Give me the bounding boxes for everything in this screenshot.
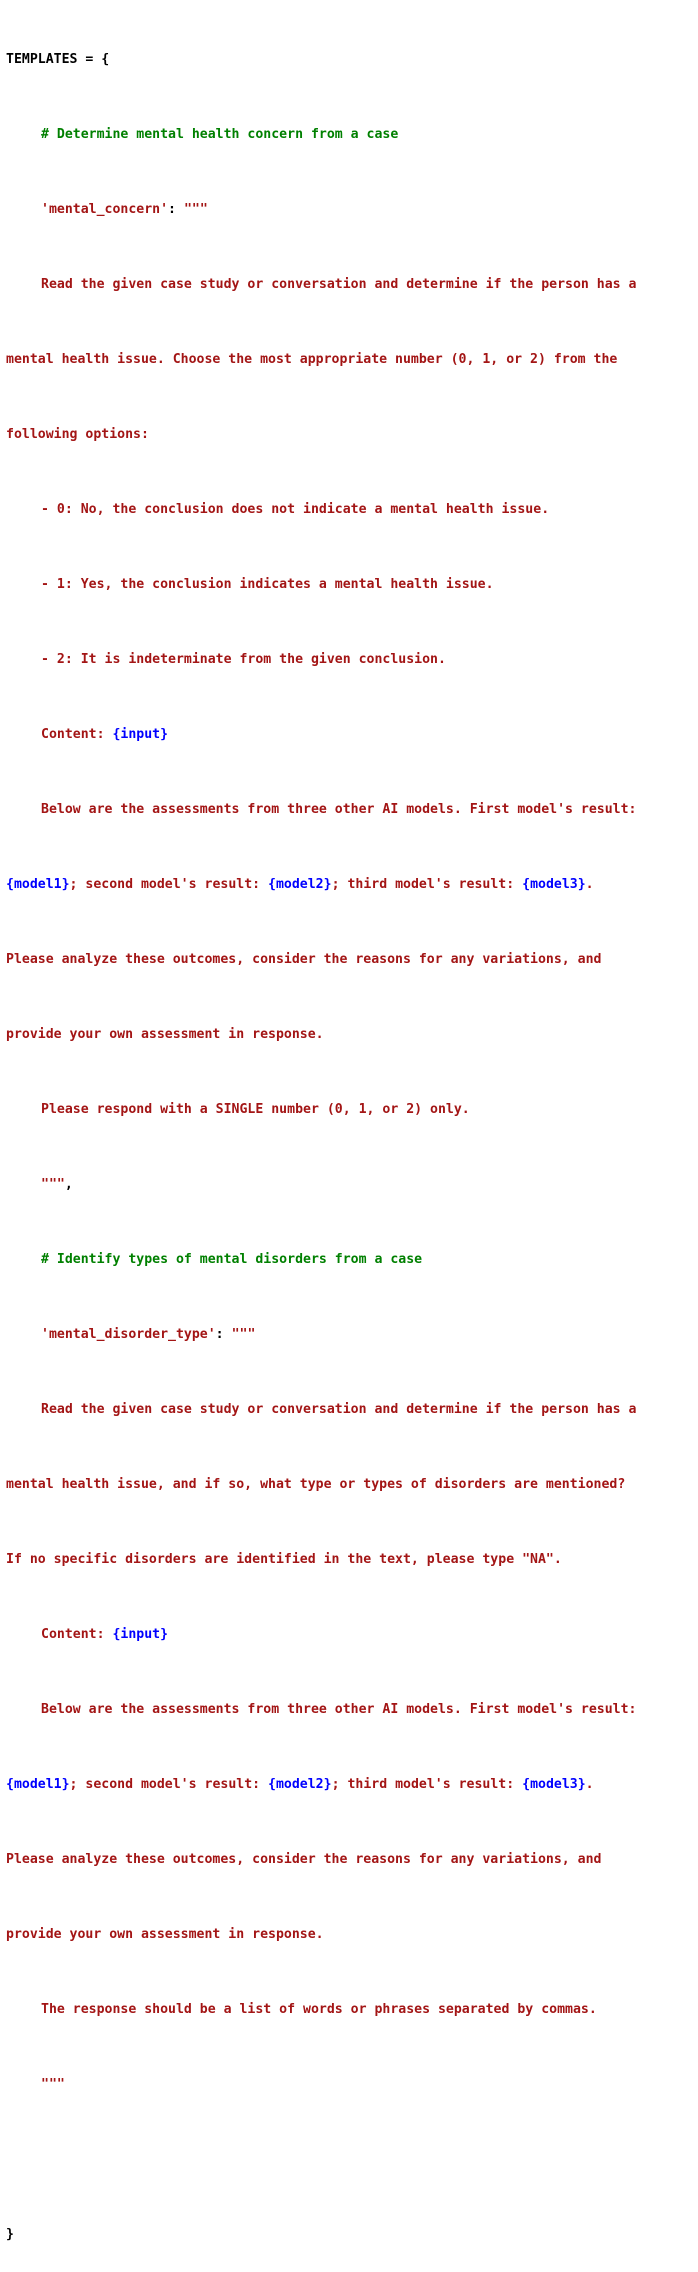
content-label: Content: bbox=[41, 1627, 113, 1642]
prompt-text: . bbox=[585, 877, 594, 892]
prompt-text: If no specific disorders are identified in the text, please type "NA". bbox=[6, 1552, 562, 1567]
code-line-close-2 bbox=[6, 2072, 698, 2097]
model2-placeholder: {model2} bbox=[268, 877, 332, 892]
code-line-p2-2 bbox=[6, 1472, 698, 1497]
prompt-text: ; third model's result: bbox=[331, 877, 523, 892]
code-line-opt0 bbox=[6, 497, 698, 522]
triple-quote-close: """ bbox=[41, 1177, 65, 1192]
option-0: - 0: No, the conclusion does not indicate a mental health issue. bbox=[41, 502, 550, 517]
prompt-text: Please analyze these outcomes, consider the reasons for any variations, and bbox=[6, 952, 602, 967]
content-label: Content: bbox=[41, 727, 113, 742]
code-line-close-1: """, bbox=[41, 1177, 73, 1192]
code-line-below-1 bbox=[6, 797, 698, 822]
prompt-text: . bbox=[585, 1777, 594, 1792]
code-line-comment-2 bbox=[6, 1247, 698, 1272]
prompt-text: The response should be a list of words or phrases separated by commas. bbox=[41, 2002, 597, 2017]
prompt-text: mental health issue. Choose the most appropriate number (0, 1, or 2) from the bbox=[6, 352, 618, 367]
code-line-respond-list bbox=[6, 1997, 698, 2022]
comment-mental-concern: # Determine mental health concern from a case bbox=[41, 127, 399, 142]
option-1: - 1: Yes, the conclusion indicates a mental health issue. bbox=[41, 577, 494, 592]
prompt-text: provide your own assessment in response. bbox=[6, 1927, 324, 1942]
code-line-below-2 bbox=[6, 1697, 698, 1722]
triple-quote-open: """ bbox=[183, 202, 208, 217]
code-line-p1-3 bbox=[6, 422, 698, 447]
code-line-opt2 bbox=[6, 647, 698, 672]
input-placeholder: {input} bbox=[112, 727, 169, 742]
closing-brace: } bbox=[6, 2227, 14, 2242]
prompt-text: Read the given case study or conversation and determine if the person has a bbox=[41, 277, 637, 292]
model2-placeholder: {model2} bbox=[268, 1777, 332, 1792]
input-placeholder: {input} bbox=[112, 1627, 169, 1642]
comment-disorder-type: # Identify types of mental disorders from a case bbox=[41, 1252, 423, 1267]
model1-placeholder: {model1} bbox=[6, 877, 70, 892]
code-line-content-2 bbox=[6, 1622, 698, 1647]
code-line-analyze-1a bbox=[6, 947, 698, 972]
model1-placeholder: {model1} bbox=[6, 1777, 70, 1792]
prompt-text: Below are the assessments from three other AI models. First model's result: bbox=[41, 1702, 637, 1717]
code-line-content-1 bbox=[6, 722, 698, 747]
code-line-analyze-2b bbox=[6, 1922, 698, 1947]
code-line-p1-2 bbox=[6, 347, 698, 372]
triple-quote-close: """ bbox=[41, 2077, 65, 2092]
code-line-analyze-1b bbox=[6, 1022, 698, 1047]
prompt-text: mental health issue, and if so, what type or types of disorders are mentioned? bbox=[6, 1477, 626, 1492]
code-line-respond-single bbox=[6, 1097, 698, 1122]
prompt-text: following options: bbox=[6, 427, 149, 442]
code-line-key-2 bbox=[6, 1322, 698, 1347]
colon-separator: : bbox=[168, 202, 184, 217]
code-line-comment-1 bbox=[6, 122, 698, 147]
code-line-models-2 bbox=[6, 1772, 698, 1797]
code-line-p2-3 bbox=[6, 1547, 698, 1572]
model3-placeholder: {model3} bbox=[522, 1777, 586, 1792]
prompt-text: Please analyze these outcomes, consider the reasons for any variations, and bbox=[6, 1852, 602, 1867]
prompt-text: ; second model's result: bbox=[69, 877, 269, 892]
code-line-templates bbox=[6, 47, 698, 72]
option-2: - 2: It is indeterminate from the given conclusion. bbox=[41, 652, 446, 667]
code-line-key-1 bbox=[6, 197, 698, 222]
code-line-close-brace bbox=[6, 2222, 698, 2247]
prompt-text: Below are the assessments from three other AI models. First model's result: bbox=[41, 802, 637, 817]
colon-separator: : bbox=[215, 1327, 232, 1342]
triple-quote-open: """ bbox=[231, 1327, 256, 1342]
key-mental-concern: 'mental_concern' bbox=[41, 202, 169, 217]
prompt-text: provide your own assessment in response. bbox=[6, 1027, 324, 1042]
code-line-blank bbox=[6, 2147, 698, 2172]
prompt-text: ; third model's result: bbox=[331, 1777, 523, 1792]
key-mental-disorder-type: 'mental_disorder_type' bbox=[41, 1327, 216, 1342]
templates-declaration: TEMPLATES = { bbox=[6, 52, 110, 67]
code-line-opt1 bbox=[6, 572, 698, 597]
prompt-text: ; second model's result: bbox=[69, 1777, 269, 1792]
prompt-text: Read the given case study or conversation and determine if the person has a bbox=[41, 1402, 637, 1417]
code-line-analyze-2a bbox=[6, 1847, 698, 1872]
code-line-p2-1 bbox=[6, 1397, 698, 1422]
code-line-p1-1 bbox=[6, 272, 698, 297]
model3-placeholder: {model3} bbox=[522, 877, 586, 892]
code-line-models-1 bbox=[6, 872, 698, 897]
prompt-text: Please respond with a SINGLE number (0, 1, or 2) only. bbox=[41, 1102, 470, 1117]
